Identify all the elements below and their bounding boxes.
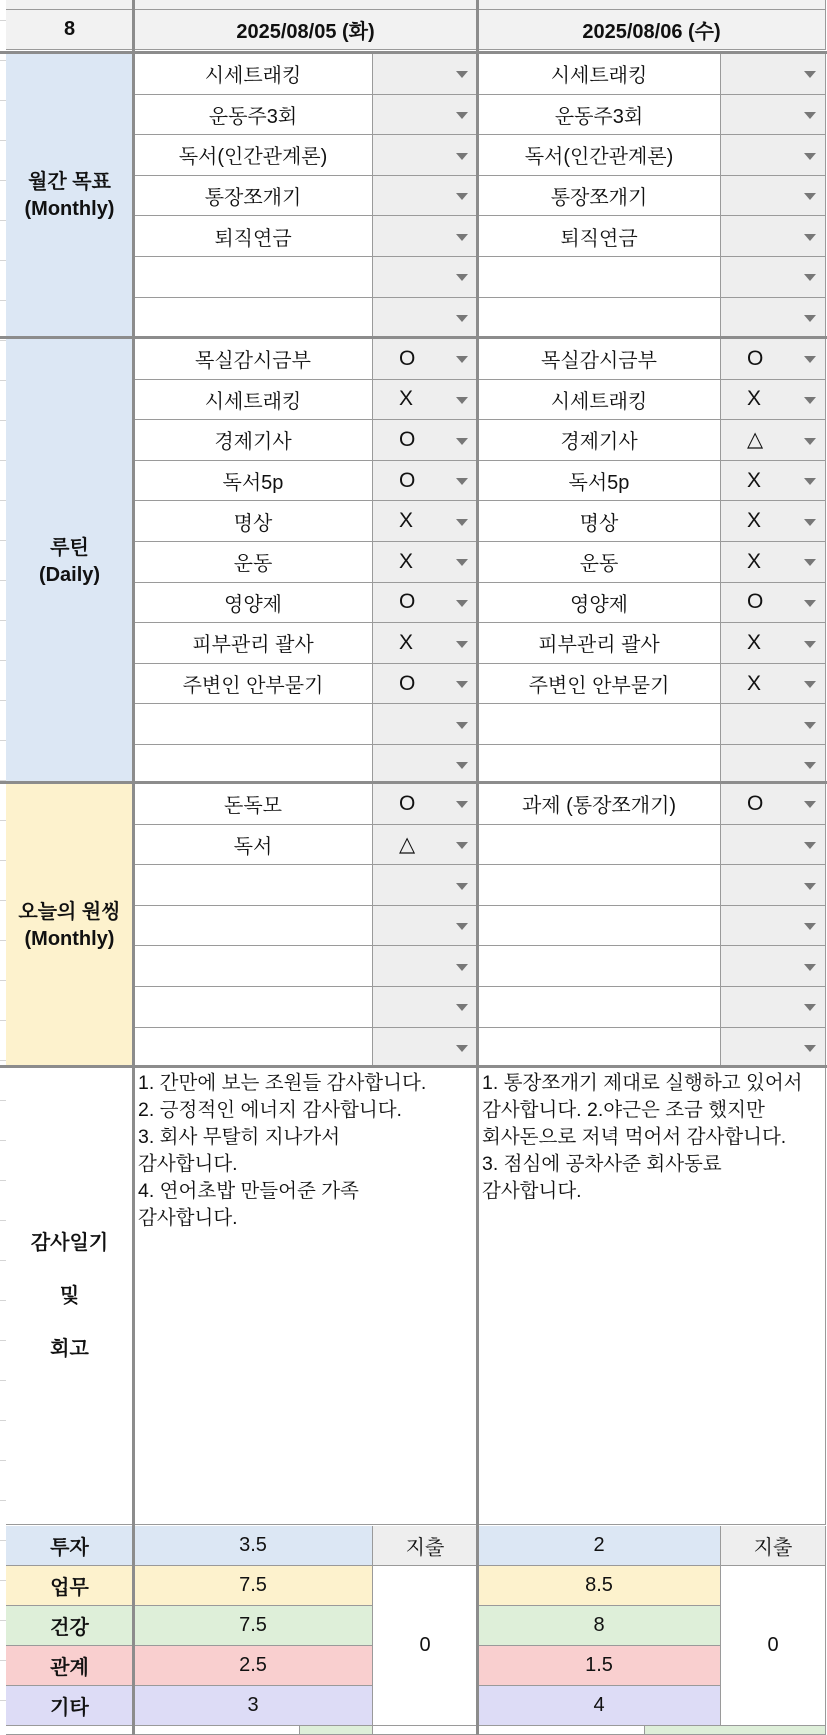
section-monthly-goals-line: 월간 목표 (28, 170, 111, 193)
gutter-tick (0, 1020, 6, 1021)
monthly-goal-item-day2[interactable]: 퇴직연금 (478, 216, 721, 257)
dropdown-arrow-icon[interactable] (804, 315, 816, 322)
dropdown-arrow-icon[interactable] (456, 641, 468, 648)
gutter-tick (0, 1620, 6, 1621)
section-gratitude-journal-line: 감사일기 (30, 1231, 109, 1254)
section-daily-routine-line: (Daily) (38, 563, 101, 586)
dropdown-arrow-icon[interactable] (804, 1045, 816, 1052)
dropdown-arrow-icon[interactable] (804, 356, 816, 363)
section-monthly-goals-line: (Monthly) (24, 197, 115, 220)
routine-item-day1[interactable]: 목실감시금부 (134, 339, 373, 380)
routine-status-dropdown-day2[interactable]: X (721, 501, 826, 542)
one-thing-item-day1[interactable]: 돈독모 (134, 784, 373, 825)
gutter-tick (0, 1100, 6, 1101)
top-cell (134, 0, 478, 10)
dropdown-arrow-icon[interactable] (456, 842, 468, 849)
score-value-day2[interactable]: 2 (478, 1526, 721, 1566)
monthly-goal-item-day1[interactable] (134, 298, 373, 339)
dropdown-arrow-icon[interactable] (456, 801, 468, 808)
gutter-tick (0, 940, 6, 941)
dropdown-arrow-icon[interactable] (804, 438, 816, 445)
gutter-tick (0, 540, 6, 541)
monthly-goal-item-day1[interactable]: 시세트래킹 (134, 54, 373, 95)
section-divider (0, 336, 827, 339)
routine-item-day2[interactable]: 목실감시금부 (478, 339, 721, 380)
gutter-tick (0, 140, 6, 141)
gutter-tick (0, 380, 6, 381)
one-thing-item-day1[interactable] (134, 1028, 373, 1069)
routine-status-dropdown-day1[interactable]: O (373, 583, 478, 624)
dropdown-arrow-icon[interactable] (804, 112, 816, 119)
gutter-tick (0, 460, 6, 461)
routine-item-day2[interactable] (478, 745, 721, 786)
dropdown-arrow-icon[interactable] (456, 762, 468, 769)
dropdown-arrow-icon[interactable] (456, 478, 468, 485)
score-label-work: 업무 (6, 1566, 134, 1606)
dropdown-arrow-icon[interactable] (804, 641, 816, 648)
score-value-day1[interactable]: 2.5 (134, 1646, 373, 1686)
dropdown-arrow-icon[interactable] (456, 193, 468, 200)
dropdown-arrow-icon[interactable] (456, 681, 468, 688)
gutter-tick (0, 100, 6, 101)
gutter-tick (0, 1380, 6, 1381)
gutter-tick (0, 220, 6, 221)
dropdown-arrow-icon[interactable] (456, 1004, 468, 1011)
routine-item-day1[interactable]: 독서5p (134, 461, 373, 502)
dropdown-arrow-icon[interactable] (804, 762, 816, 769)
section-gratitude-journal-line: 회고 (50, 1337, 89, 1360)
bottom-cell (300, 1726, 373, 1735)
score-label-health: 건강 (6, 1606, 134, 1646)
gutter-tick (0, 340, 6, 341)
dropdown-arrow-icon[interactable] (456, 315, 468, 322)
dropdown-arrow-icon[interactable] (456, 112, 468, 119)
bottom-cell (478, 1726, 645, 1735)
dropdown-arrow-icon[interactable] (456, 274, 468, 281)
gutter-tick (0, 980, 6, 981)
routine-item-day2[interactable]: 영양제 (478, 583, 721, 624)
dropdown-arrow-icon[interactable] (456, 883, 468, 890)
gutter-tick (0, 1660, 6, 1661)
routine-status-dropdown-day2[interactable]: O (721, 339, 826, 380)
gutter-tick (0, 1500, 6, 1501)
dropdown-arrow-icon[interactable] (804, 801, 816, 808)
routine-item-day1[interactable]: 피부관리 괄사 (134, 623, 373, 664)
dropdown-arrow-icon[interactable] (456, 559, 468, 566)
gutter-tick (0, 420, 6, 421)
journal-entry-day1[interactable]: 1. 간만에 보는 조원들 감사합니다. 2. 긍정적인 에너지 감사합니다. 3. 회사 무탈히 지나가서 감사합니다. 4. 연어초밥 만들어준 가족 감사합니다. (134, 1068, 478, 1525)
bottom-cell (134, 1726, 300, 1735)
section-gratitude-journal (6, 1068, 134, 1525)
routine-item-day1[interactable]: 영양제 (134, 583, 373, 624)
section-divider (0, 51, 827, 54)
one-thing-item-day1[interactable] (134, 987, 373, 1028)
one-thing-item-day1[interactable] (134, 906, 373, 947)
gutter-tick (0, 780, 6, 781)
score-value-day2[interactable]: 8 (478, 1606, 721, 1646)
score-value-day1[interactable]: 7.5 (134, 1606, 373, 1646)
routine-item-day2[interactable] (478, 704, 721, 745)
one-thing-item-day2[interactable] (478, 865, 721, 906)
one-thing-item-day2[interactable] (478, 946, 721, 987)
section-divider (0, 1065, 827, 1068)
dropdown-arrow-icon[interactable] (804, 1004, 816, 1011)
gutter-tick (0, 60, 6, 61)
routine-status-dropdown-day1[interactable]: O (373, 339, 478, 380)
routine-item-day2[interactable]: 명상 (478, 501, 721, 542)
dropdown-arrow-icon[interactable] (804, 274, 816, 281)
score-value-day2[interactable]: 8.5 (478, 1566, 721, 1606)
routine-item-day2[interactable]: 경제기사 (478, 420, 721, 461)
monthly-goal-item-day1[interactable]: 퇴직연금 (134, 216, 373, 257)
routine-status-dropdown-day2[interactable]: O (721, 583, 826, 624)
section-daily-routine (6, 339, 134, 786)
section-monthly-goals (6, 54, 134, 338)
bottom-cell (645, 1726, 826, 1735)
row-number: 8 (6, 10, 134, 50)
routine-item-day1[interactable]: 명상 (134, 501, 373, 542)
dropdown-arrow-icon[interactable] (804, 600, 816, 607)
monthly-goal-item-day1[interactable]: 통장쪼개기 (134, 176, 373, 217)
dropdown-arrow-icon[interactable] (456, 356, 468, 363)
gutter-tick (0, 1580, 6, 1581)
top-cell (478, 0, 826, 10)
bottom-cell (6, 1726, 134, 1735)
dropdown-arrow-icon[interactable] (804, 234, 816, 241)
monthly-goal-item-day1[interactable]: 운동주3회 (134, 95, 373, 136)
one-thing-item-day2[interactable] (478, 906, 721, 947)
gutter-tick (0, 180, 6, 181)
monthly-goal-item-day2[interactable] (478, 257, 721, 298)
dropdown-arrow-icon[interactable] (804, 842, 816, 849)
dropdown-arrow-icon[interactable] (804, 883, 816, 890)
score-value-day1[interactable]: 7.5 (134, 1566, 373, 1606)
gutter-tick (0, 820, 6, 821)
dropdown-arrow-icon[interactable] (804, 722, 816, 729)
gutter-tick (0, 620, 6, 621)
gutter-tick (0, 1140, 6, 1141)
dropdown-arrow-icon[interactable] (804, 478, 816, 485)
gutter-tick (0, 1060, 6, 1061)
dropdown-arrow-icon[interactable] (456, 153, 468, 160)
routine-item-day1[interactable]: 시세트래킹 (134, 380, 373, 421)
dropdown-arrow-icon[interactable] (456, 397, 468, 404)
gutter-tick (0, 1420, 6, 1421)
monthly-goal-item-day2[interactable] (478, 298, 721, 339)
monthly-goal-item-day2[interactable]: 시세트래킹 (478, 54, 721, 95)
routine-status-dropdown-day1[interactable]: X (373, 380, 478, 421)
routine-status-dropdown-day1[interactable]: X (373, 542, 478, 583)
column-divider (476, 0, 479, 1735)
one-thing-status-dropdown-day1[interactable]: O (373, 784, 478, 825)
gutter-tick (0, 1460, 6, 1461)
dropdown-arrow-icon[interactable] (804, 193, 816, 200)
date-header-day2: 2025/08/06 (수) (478, 10, 826, 50)
routine-item-day2[interactable]: 독서5p (478, 461, 721, 502)
monthly-goal-item-day2[interactable]: 독서(인간관계론) (478, 135, 721, 176)
dropdown-arrow-icon[interactable] (456, 71, 468, 78)
journal-entry-day2[interactable]: 1. 통장쪼개기 제대로 실행하고 있어서 감사합니다. 2.야근은 조금 했지만 회사돈으로 저녁 먹어서 감사합니다. 3. 점심에 공차사준 회사동료 감사합니다. (478, 1068, 826, 1525)
gutter-tick (0, 300, 6, 301)
gutter-tick (0, 1180, 6, 1181)
score-value-day2[interactable]: 1.5 (478, 1646, 721, 1686)
section-one-thing-line: (Monthly) (24, 927, 115, 950)
section-daily-routine-line: 루틴 (50, 536, 89, 559)
monthly-goal-item-day2[interactable]: 운동주3회 (478, 95, 721, 136)
section-gratitude-journal-line: 및 (59, 1284, 80, 1307)
dropdown-arrow-icon[interactable] (456, 722, 468, 729)
routine-status-dropdown-day1[interactable]: O (373, 420, 478, 461)
routine-status-dropdown-day2[interactable]: X (721, 542, 826, 583)
gutter-tick (0, 900, 6, 901)
dropdown-arrow-icon[interactable] (804, 519, 816, 526)
dropdown-arrow-icon[interactable] (804, 964, 816, 971)
one-thing-item-day2[interactable] (478, 1028, 721, 1069)
gutter-tick (0, 1260, 6, 1261)
gutter-tick (0, 1300, 6, 1301)
routine-item-day1[interactable]: 경제기사 (134, 420, 373, 461)
routine-item-day1[interactable] (134, 745, 373, 786)
top-cell (6, 0, 134, 10)
routine-item-day1[interactable]: 주변인 안부묻기 (134, 664, 373, 705)
spend-header-day1: 지출 (373, 1526, 478, 1566)
spend-value-day2[interactable]: 0 (721, 1566, 826, 1726)
gutter-tick (0, 1340, 6, 1341)
routine-status-dropdown-day2[interactable]: X (721, 664, 826, 705)
monthly-goal-item-day1[interactable] (134, 257, 373, 298)
dropdown-arrow-icon[interactable] (456, 964, 468, 971)
date-header-day1: 2025/08/05 (화) (134, 10, 478, 50)
one-thing-item-day1[interactable]: 독서 (134, 825, 373, 866)
score-value-day1[interactable]: 3 (134, 1686, 373, 1726)
routine-status-dropdown-day1[interactable]: X (373, 501, 478, 542)
gutter-tick (0, 20, 6, 21)
gutter-tick (0, 660, 6, 661)
score-label-investment: 투자 (6, 1526, 134, 1566)
routine-status-dropdown-day2[interactable]: X (721, 461, 826, 502)
routine-item-day2[interactable]: 운동 (478, 542, 721, 583)
one-thing-item-day2[interactable] (478, 825, 721, 866)
monthly-goal-item-day2[interactable]: 통장쪼개기 (478, 176, 721, 217)
gutter-tick (0, 700, 6, 701)
routine-item-day1[interactable] (134, 704, 373, 745)
gutter-tick (0, 500, 6, 501)
spend-value-day1[interactable]: 0 (373, 1566, 478, 1726)
gutter-tick (0, 580, 6, 581)
section-one-thing (6, 784, 134, 1068)
gutter-tick (0, 1540, 6, 1541)
one-thing-item-day1[interactable] (134, 865, 373, 906)
routine-status-dropdown-day1[interactable]: O (373, 461, 478, 502)
one-thing-status-dropdown-day1[interactable]: △ (373, 825, 478, 866)
one-thing-status-dropdown-day2[interactable]: O (721, 784, 826, 825)
dropdown-arrow-icon[interactable] (456, 600, 468, 607)
gutter-tick (0, 860, 6, 861)
dropdown-arrow-icon[interactable] (456, 923, 468, 930)
routine-item-day1[interactable]: 운동 (134, 542, 373, 583)
column-divider (132, 0, 135, 1735)
one-thing-item-day2[interactable]: 과제 (통장쪼개기) (478, 784, 721, 825)
routine-status-dropdown-day2[interactable]: △ (721, 420, 826, 461)
dropdown-arrow-icon[interactable] (456, 234, 468, 241)
one-thing-item-day2[interactable] (478, 987, 721, 1028)
dropdown-arrow-icon[interactable] (804, 559, 816, 566)
routine-status-dropdown-day1[interactable]: X (373, 623, 478, 664)
dropdown-arrow-icon[interactable] (456, 438, 468, 445)
section-divider (0, 781, 827, 784)
dropdown-arrow-icon[interactable] (804, 681, 816, 688)
dropdown-arrow-icon[interactable] (456, 519, 468, 526)
dropdown-arrow-icon[interactable] (804, 153, 816, 160)
routine-item-day2[interactable]: 시세트래킹 (478, 380, 721, 421)
score-label-relationship: 관계 (6, 1646, 134, 1686)
score-value-day2[interactable]: 4 (478, 1686, 721, 1726)
dropdown-arrow-icon[interactable] (456, 1045, 468, 1052)
dropdown-arrow-icon[interactable] (804, 397, 816, 404)
dropdown-arrow-icon[interactable] (804, 71, 816, 78)
routine-status-dropdown-day2[interactable]: X (721, 623, 826, 664)
routine-status-dropdown-day1[interactable]: O (373, 664, 478, 705)
routine-item-day2[interactable]: 피부관리 괄사 (478, 623, 721, 664)
score-label-other: 기타 (6, 1686, 134, 1726)
bottom-cell (373, 1726, 478, 1735)
gutter-tick (0, 740, 6, 741)
spend-header-day2: 지출 (721, 1526, 826, 1566)
dropdown-arrow-icon[interactable] (804, 923, 816, 930)
routine-status-dropdown-day2[interactable]: X (721, 380, 826, 421)
gutter-tick (0, 1700, 6, 1701)
section-one-thing-line: 오늘의 원씽 (18, 900, 121, 923)
one-thing-item-day1[interactable] (134, 946, 373, 987)
gutter-tick (0, 1220, 6, 1221)
score-value-day1[interactable]: 3.5 (134, 1526, 373, 1566)
gutter-tick (0, 260, 6, 261)
routine-item-day2[interactable]: 주변인 안부묻기 (478, 664, 721, 705)
monthly-goal-item-day1[interactable]: 독서(인간관계론) (134, 135, 373, 176)
